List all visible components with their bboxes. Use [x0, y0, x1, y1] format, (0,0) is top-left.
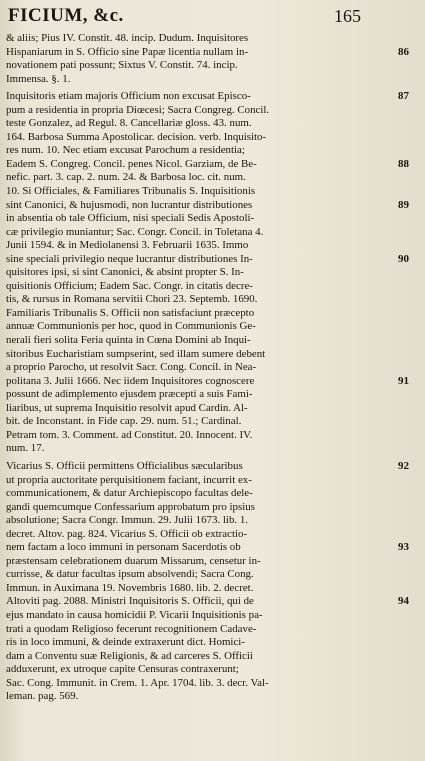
text-line-content: 164. Barbosa Summa Apostolicar. decision. verb. Inquisito- [6, 130, 267, 143]
text-line [6, 266, 399, 280]
text-line [6, 609, 399, 623]
text-line [6, 677, 399, 691]
text-line [6, 582, 399, 596]
text-line [6, 429, 399, 443]
text-line [6, 90, 409, 104]
text-line-content: nefic. part. 3. cap. 2. num. 24. & Barbosa loc. cit. num. [6, 171, 246, 184]
margin-number: 86 [398, 45, 409, 58]
text-line [6, 307, 399, 321]
text-line [6, 388, 399, 402]
text-line-content: res num. 10. Nec etiam excusat Parochum a residentia; [6, 144, 245, 157]
margin-number: 92 [398, 459, 409, 472]
text-line-content: adduxerunt, ex utroque capite Censuras contraxerunt; [6, 663, 239, 676]
text-line-content: novationem pati possunt; Sixtus V. Constit. 74. incip. [6, 59, 238, 72]
text-line-content: nem factam a loco immuni in personam Sacerdotis ob [6, 541, 241, 554]
text-line [6, 144, 399, 158]
text-line-content: sint Canonici, & hujusmodi, non lucrantur distributiones [6, 198, 253, 211]
text-line [6, 442, 399, 456]
text-line [6, 514, 399, 528]
text-line-content: nerali fieri solita Feria quinta in Cœna Domini ab Inqui- [6, 334, 251, 347]
margin-number: 94 [398, 595, 409, 608]
text-line [6, 293, 399, 307]
text-line-content: præstensam celebrationem duarum Missarum, censetur in- [6, 554, 261, 567]
text-line-content: tis, & rursus in Romana servitii Chori 23. Septemb. 1690. [6, 293, 258, 306]
text-line [6, 650, 399, 664]
text-line [6, 474, 399, 488]
text-line-content: communicationem, & datur Archiepiscopo facultas dele- [6, 487, 253, 500]
text-line-content: pum a residentia in propria Diœcesi; Sacra Congreg. Concil. [6, 103, 270, 116]
text-line-content: teste Gonzalez, ad Regul. 8. Cancellariæ gloss. 43. num. [6, 117, 252, 130]
text-line-content: in absentia ob tale Officium, nisi speciali Sedis Apostoli- [6, 212, 255, 225]
text-line-content: Inquisitoris etiam majoris Officium non excusat Episco- [6, 90, 251, 103]
text-line [6, 334, 399, 348]
text-line-content: politana 3. Julii 1666. Nec iidem Inquisitores cognoscere [6, 374, 255, 387]
text-line [6, 252, 409, 267]
text-line-content: absolutione; Sacra Congr. Immun. 29. Julii 1673. lib. 1. [6, 514, 248, 527]
text-line [6, 595, 409, 609]
text-line-content: sitoribus Eucharistiam sumpserint, sed illam sumere debent [6, 347, 266, 360]
text-line-content: Eadem S. Congreg. Concil. penes Nicol. Garziam, de Be- [6, 157, 257, 170]
text-line [6, 171, 399, 185]
margin-number: 88 [398, 157, 409, 170]
page-number: 165 [334, 6, 361, 26]
margin-number: 90 [398, 252, 409, 265]
text-line [6, 212, 399, 226]
text-line-content: dam a Conventu suæ Religionis, & ad carceres S. Officii [6, 649, 253, 662]
text-line-content: 10. Si Officiales, & Familiares Tribunalis S. Inquisitionis [6, 185, 256, 198]
text-line-content: liaribus, ut suprema Inquisitio resolvit apud Cardin. Al- [6, 401, 248, 414]
text-line [6, 402, 399, 416]
margin-number: 93 [398, 541, 409, 554]
text-line-content: ut propria auctoritate perquisitionem faciant, incurrit ex- [6, 473, 252, 486]
text-line [6, 185, 399, 199]
text-line [6, 45, 409, 60]
text-line-content: currisse, & datur facultas ipsum absolvendi; Sacra Cong. [6, 568, 254, 581]
text-line-content: leman. pag. 569. [6, 690, 79, 703]
text-line [6, 32, 399, 46]
text-line [6, 528, 399, 542]
text-line-content: ejus mandato in causa homicidii P. Vicarii Inquisitionis pa- [6, 608, 263, 621]
text-line-content: Junii 1594. & in Mediolanensi 3. Februarii 1635. Immo [6, 239, 249, 252]
text-line [6, 131, 399, 145]
text-line [6, 501, 399, 515]
text-line [6, 663, 399, 677]
text-line [6, 239, 399, 253]
text-line-content: ris in loco immuni, & deinde extraxerunt dict. Homici- [6, 636, 245, 649]
text-line [6, 555, 399, 569]
margin-number: 89 [398, 198, 409, 211]
text-line [6, 157, 409, 172]
text-line [6, 348, 399, 362]
text-line-content: bit. de Inconstant. in Fide cap. 29. num. 51.; Cardinal. [6, 415, 242, 428]
text-line-content: decret. Altov. pag. 824. Vicarius S. Officii ob extractio- [6, 527, 248, 540]
text-line [6, 459, 409, 474]
text-line-content: Hispaniarum in S. Officio sine Papæ licentia nullam in- [6, 45, 249, 58]
text-line [6, 361, 399, 375]
text-line [6, 117, 399, 131]
text-line-content: num. 17. [6, 442, 45, 455]
text-line-content: cæ privilegio muniantur; Sac. Congr. Concil. in Toletana 4. [6, 225, 264, 238]
text-line [6, 541, 409, 555]
text-line [6, 198, 409, 213]
text-line-content: a proprio Parocho, ut resolvit Sacr. Cong. Concil. in Nea- [6, 361, 257, 374]
text-line [6, 487, 399, 501]
text-line-content: Familiaris Tribunalis S. Officii non satisfaciunt præcepto [6, 306, 255, 319]
text-line-content: Sac. Cong. Immunit. in Crem. 1. Apr. 1704. lib. 3. decr. Val- [6, 676, 269, 689]
text-line [6, 690, 399, 704]
text-line-content: annuæ Communionis per hoc, quod in Communionis Ge- [6, 320, 256, 333]
text-line [6, 320, 399, 334]
text-line-content: Petram tom. 3. Comment. ad Constitut. 20. Innocent. IV. [6, 428, 253, 441]
text-line-content: possunt de adimplemento ejusdem præcepti a suis Fami- [6, 388, 253, 401]
text-line [6, 226, 399, 240]
text-line-content: & aliis; Pius IV. Constit. 48. incip. Dudum. Inquisitores [6, 32, 249, 44]
text-line-content: Immun. in Auximana 19. Novembris 1680. lib. 2. decret. [6, 581, 254, 594]
body-text [6, 32, 409, 704]
text-line-content: sine speciali privilegio neque lucrantur distributiones In- [6, 252, 253, 265]
text-line [6, 415, 399, 429]
margin-number: 87 [398, 90, 409, 103]
text-line [6, 73, 399, 87]
text-line [6, 280, 399, 294]
margin-number: 91 [398, 374, 409, 387]
text-line [6, 59, 399, 73]
running-title: FICIUM, &c. [8, 5, 124, 26]
text-line-content: Immensa. §. 1. [6, 72, 71, 85]
text-line-content: trati a quodam Religioso fecerunt recognitionem Cadave- [6, 622, 257, 635]
text-line [6, 374, 409, 389]
text-line [6, 104, 399, 118]
text-line [6, 568, 399, 582]
running-header [6, 5, 399, 32]
text-line-content: quisitores ipsi, si sint Canonici, & absint propter S. In- [6, 266, 244, 279]
text-line [6, 636, 399, 650]
text-line-content: quisitionis Officium; Eadem Sac. Congr. in citatis decre- [6, 279, 253, 292]
text-line-content: gandi quemcumque Confessarium approbatum pro ipsius [6, 500, 255, 513]
text-line-content: Vicarius S. Officii permittens Officialibus sæcularibus [6, 459, 243, 472]
text-line [6, 623, 399, 637]
text-line-content: Altoviti pag. 2088. Ministri Inquisitoris S. Officii, qui de [6, 595, 254, 608]
